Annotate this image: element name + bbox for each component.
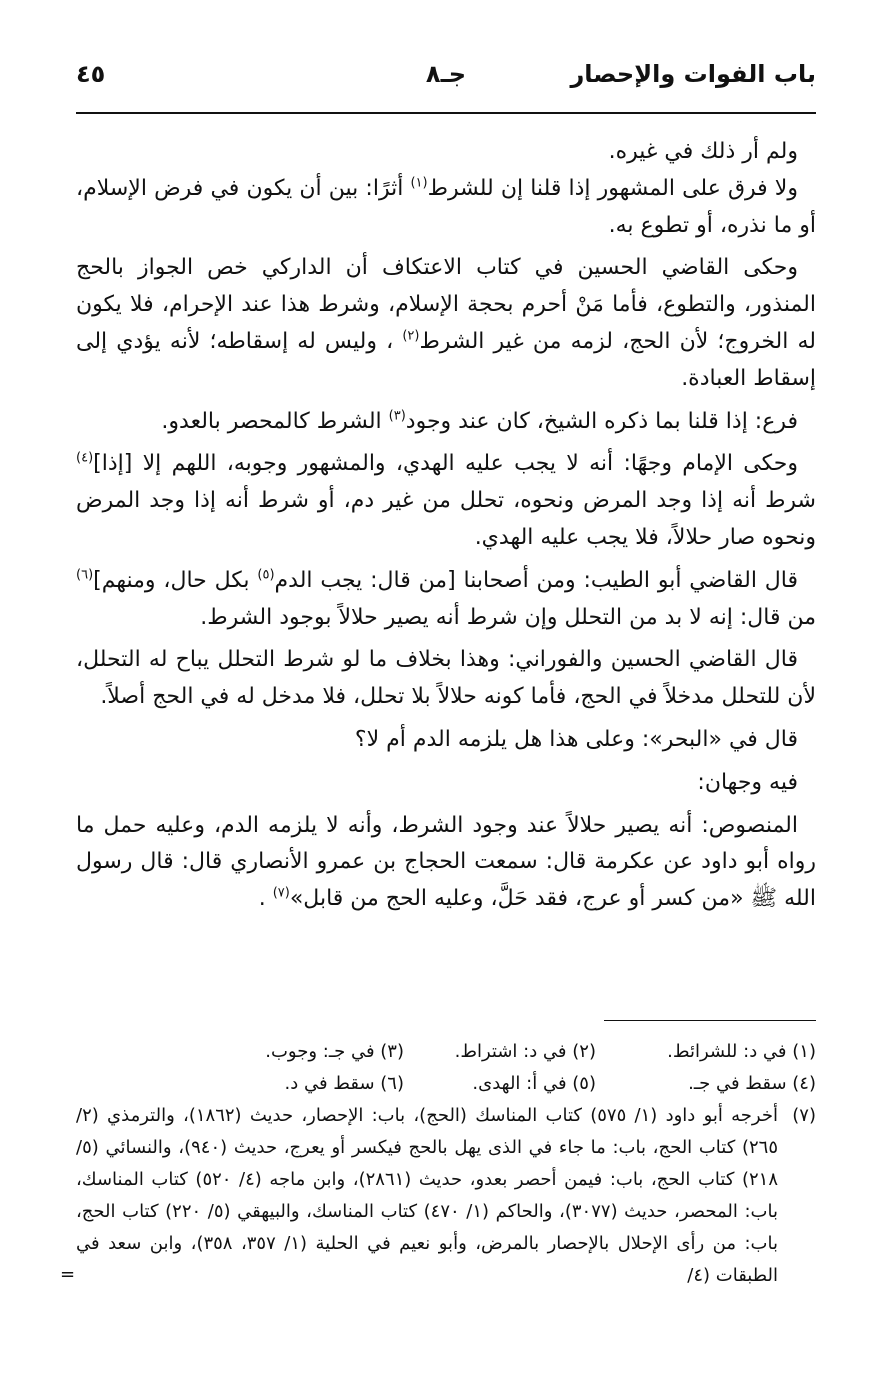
footnote-ref: (٤) — [76, 451, 94, 467]
footnote-ref: (٣) — [388, 408, 406, 424]
paragraph: فرع: إذا قلنا بما ذكره الشيخ، كان عند وجود$^{(٣)}$ الشرط كالمحصر بالعدو. — [161, 408, 798, 434]
footnote-ref: (٢) — [402, 328, 420, 344]
footnote: (٣) في جـ: وجوب. — [265, 1041, 404, 1062]
paragraph: المنصوص: أنه يصير حلالاً عند وجود الشرط، وأنه لا يلزمه الدم، وعليه حمل ما رواه أبو داود عن عكرمة قال: سمعت الحجاج بن عمرو الأنصاري قال: قال رسول الله ﷺ «من كسر أو عرج، فقد حَلَّ، وعليه الحج من قابل»$^{(٧)}$ . — [76, 812, 816, 912]
header-divider — [76, 112, 816, 114]
footnote-divider — [604, 1020, 816, 1021]
paragraph: ولا فرق على المشهور إذا قلنا إن للشرط$^{(١)}$ أثرًا: بين أن يكون في فرض الإسلام، أو ما نذره، أو تطوع به. — [76, 175, 816, 238]
footnote-ref: (٥) — [257, 567, 275, 583]
footnote-ref: (٦) — [76, 567, 94, 583]
footnote: (٤) سقط في جـ. — [688, 1073, 816, 1094]
footnote-text: أخرجه أبو داود (١/ ٥٧٥) كتاب المناسك (الحج)، باب: الإحصار، حديث (١٨٦٢)، والترمذي (٢/ ٢٦٥) كتاب الحج، باب: ما جاء في الذى يهل بالحج فيكسر أو يعرج، حديث (٩٤٠)، والنسائي (٥/ ٢١٨) كتاب الحج، باب: فيمن أحصر بعدو، حديث (٢٨٦١)، وابن ماجه (٤/ ٥٢٠) كتاب المناسك، باب: المحصر، حديث (٣٠٧٧)، والحاكم (١/ ٤٧٠) كتاب المناسك، والبيهقي (٥/ ٢٢٠) كتاب الحج، باب: من رأى الإحلال بالإحصار بالمرض، وأبو نعيم في الحلية (١/ ٣٥٧، ٣٥٨)، وابن سعد في الطبقات (٤/ — [76, 1105, 778, 1286]
paragraph: قال في «البحر»: وعلى هذا هل يلزمه الدم أم لا؟ — [354, 726, 798, 752]
footnote-row — [76, 1068, 816, 1100]
footnote-citation — [76, 1100, 816, 1292]
paragraph: قال القاضي الحسين والفوراني: وهذا بخلاف ما لو شرط التحلل يباح له التحلل، لأن للتحلل مدخلاً في الحج، فأما كونه حلالاً بلا تحلل، فلا مدخل له في الحج أصلاً. — [76, 647, 816, 710]
paragraph: فيه وجهان: — [697, 769, 798, 795]
chapter-title: باب الفوات والإحصار — [570, 60, 816, 88]
footnote: (٦) سقط في د. — [284, 1073, 404, 1094]
running-header — [76, 60, 816, 100]
footnotes — [76, 1036, 816, 1292]
footnote: (٢) في د: اشتراط. — [454, 1041, 596, 1062]
continuation-mark: = — [60, 1264, 76, 1285]
footnote-ref: (١) — [410, 175, 428, 191]
footnote-number: (٧) — [792, 1105, 816, 1126]
paragraph: ولم أر ذلك في غيره. — [608, 139, 798, 164]
footnote-row — [76, 1036, 816, 1068]
main-text — [76, 134, 816, 918]
paragraph: قال القاضي أبو الطيب: ومن أصحابنا [من قال: يجب الدم$^{(٥)}$ بكل حال، ومنهم]$^{(٦)}$ من قال: إنه لا بد من التحلل وإن شرط أنه يصير حلالاً بوجود الشرط. — [76, 567, 816, 630]
footnote-ref: (٧) — [272, 885, 290, 901]
footnote: (١) في د: للشرائط. — [667, 1041, 816, 1062]
paragraph: وحكى القاضي الحسين في كتاب الاعتكاف أن الداركي خص الجواز بالحج المنذور، والتطوع، فأما مَنْ أحرم بحجة الإسلام، وشرط هذا عند الإحرام، فلا يكون له الخروج؛ لأن الحج، لزمه من غير الشرط$^{(٢)}$ ، وليس له إسقاطه؛ لأنه يؤدي إلى إسقاط العبادة. — [76, 255, 816, 391]
volume-label: جـ٨ — [425, 60, 467, 88]
page-number: ٤٥ — [76, 60, 106, 88]
paragraph: وحكى الإمام وجهًا: أنه لا يجب عليه الهدي، والمشهور وجوبه، اللهم إلا [إذا]$^{(٤)}$ شرط أنه إذا وجد المرض ونحوه، تحلل من غير دم، أو شرط أنه إذا وجد المرض ونحوه صار حلالاً، فلا يجب عليه الهدي. — [76, 451, 816, 550]
footnote: (٥) في أ: الهدى. — [472, 1073, 596, 1094]
